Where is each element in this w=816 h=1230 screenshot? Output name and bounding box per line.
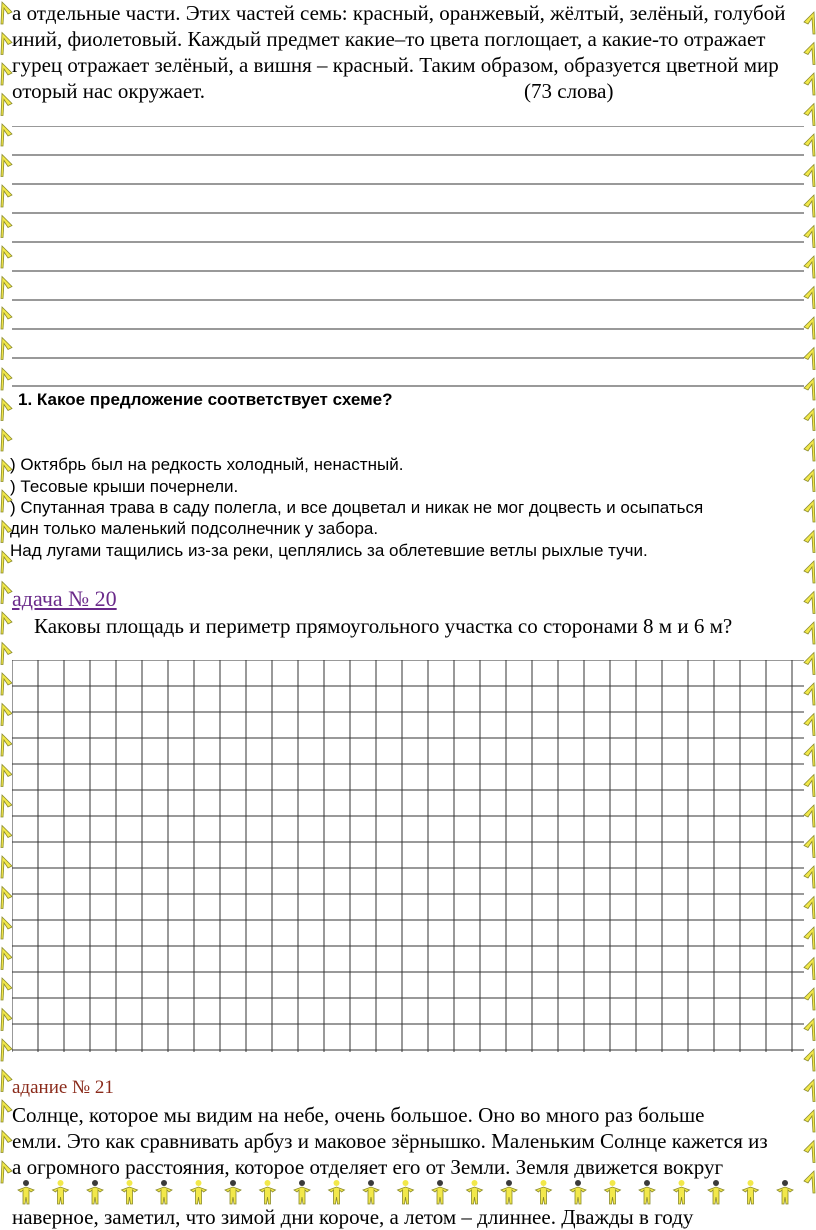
border-figure-icon [804,805,815,827]
border-figure-icon [804,1080,815,1102]
border-figure-icon [1,94,12,116]
border-figure-icon [1,124,12,146]
bottom-figure-icon [225,1180,241,1204]
passage-line-3: гурец отражает зелёный, а вишня – красный. Таким образом, образуется цветной мир [12,53,779,77]
grid-lines [12,660,804,1052]
border-figure-icon [1,1131,12,1153]
bottom-figure-icon [605,1180,621,1204]
bottom-figure-icon [467,1180,483,1204]
bottom-figure-icon [191,1180,207,1204]
border-figure-icon [1,63,12,85]
border-figure-icon [1,33,12,55]
task20-title: адача № 20 [12,586,117,611]
border-figure-icon [1,155,12,177]
border-figure-icon [804,287,815,309]
border-figure-icon [1,795,12,817]
bottom-figure-icon [674,1180,690,1204]
bottom-figure-icon [432,1180,448,1204]
question-title: 1. Какое предложение соответствует схеме? [18,390,393,409]
border-figure-icon [1,978,12,1000]
passage-line-4: оторый нас окружает. [12,79,205,103]
bottom-figure-icon [53,1180,69,1204]
border-figure-icon [804,836,815,858]
bottom-figure-icon [536,1180,552,1204]
border-figure-icon [1,948,12,970]
border-figure-icon [804,256,815,278]
bottom-figure-icon [156,1180,172,1204]
border-figure-icon [804,470,815,492]
border-figure-icon [1,673,12,695]
border-figure-icon [804,12,815,34]
bottom-figure-icon [777,1180,793,1204]
border-figure-icon [804,165,815,187]
bottom-figure-icon [398,1180,414,1204]
bottom-figure-icon [122,1180,138,1204]
border-figure-icon [1,704,12,726]
bottom-figure-icon [743,1180,759,1204]
border-figure-icon [1,429,12,451]
border-figure-icon [804,500,815,522]
border-figure-icon [804,439,815,461]
border-figure-icon [804,988,815,1010]
border-figure-icon [1,185,12,207]
border-figure-icon [1,338,12,360]
border-figure-icon [804,195,815,217]
border-figure-icon [804,317,815,339]
border-figure-icon [1,917,12,939]
border-figure-icon [804,622,815,644]
border-figure-icon [1,887,12,909]
border-figure-icon [804,897,815,919]
task21-line-3: а огромного расстояния, которое отделяет его от Земли. Земля движется вокруг [12,1155,724,1179]
border-figure-icon [804,775,815,797]
border-figure-icon [804,226,815,248]
border-figure-icon [1,1100,12,1122]
border-figure-icon [804,104,815,126]
bottom-figure-icon [363,1180,379,1204]
border-figure-icon [804,683,815,705]
border-figure-icon [804,1019,815,1041]
word-count: (73 слова) [524,79,614,103]
border-figure-icon [1,216,12,238]
option-3: ) Спутанная трава в саду полегла, и все доцветал и никак не мог доцвесть и осыпаться [10,498,704,517]
border-figure-icon [804,714,815,736]
bottom-figure-icon [708,1180,724,1204]
border-figure-icon [1,1070,12,1092]
border-figure-icon [1,368,12,390]
border-figure-icon [804,653,815,675]
border-figure-icon [1,612,12,634]
bottom-figure-icon [18,1180,34,1204]
border-figure-icon [1,734,12,756]
squared-answer-grid[interactable] [12,660,804,1052]
bottom-figure-icon [639,1180,655,1204]
border-figure-icon [1,1009,12,1031]
border-figure-icon [1,307,12,329]
border-figure-icon [804,592,815,614]
task21-line-4: наверное, заметил, что зимой дни короче, а летом – длиннее. Дважды в году [12,1205,694,1229]
bottom-figure-icon [87,1180,103,1204]
border-figure-icon [1,765,12,787]
passage-line-2: иний, фиолетовый. Каждый предмет какие–то цвета поглощает, а какие-то отражает [12,27,766,51]
task20-text: Каковы площадь и периметр прямоугольного участка со сторонами 8 м и 6 м? [34,614,733,638]
border-figure-icon [804,531,815,553]
border-figure-icon [1,582,12,604]
border-figure-icon [1,826,12,848]
bottom-figure-icon [260,1180,276,1204]
task21-title: адание № 21 [12,1077,114,1098]
border-figure-icon [1,856,12,878]
border-figure-icon [804,134,815,156]
border-figure-icon [1,246,12,268]
bottom-figure-icon [501,1180,517,1204]
border-figure-icon [804,378,815,400]
border-figure-icon [804,958,815,980]
option-1: ) Октябрь был на редкость холодный, ненастный. [10,455,404,474]
border-figure-icon [1,1039,12,1061]
bottom-figure-icon [294,1180,310,1204]
border-figure-icon [804,43,815,65]
task21-line-2: емли. Это как сравнивать арбуз и маковое зёрнышко. Маленьким Солнце кажется из [12,1129,768,1153]
border-figure-icon [804,1141,815,1163]
border-figure-icon [804,866,815,888]
border-figure-icon [804,561,815,583]
border-figure-icon [804,927,815,949]
option-3-continued: дин только маленький подсолнечник у забора. [10,519,379,538]
task21-line-1: Солнце, которое мы видим на небе, очень большое. Оно во много раз больше [12,1103,705,1127]
passage-line-1: а отдельные части. Этих частей семь: красный, оранжевый, жёлтый, зелёный, голубой [12,1,786,25]
border-figure-icon [1,399,12,421]
border-figure-icon [1,2,12,24]
bottom-figure-icon [329,1180,345,1204]
answer-writing-lines[interactable] [12,126,804,388]
option-2: ) Тесовые крыши почернели. [10,477,239,496]
border-figure-icon [804,348,815,370]
option-4: Над лугами тащились из-за реки, цеплялись за облетевшие ветлы рыхлые тучи. [10,541,648,560]
border-figure-icon [804,1110,815,1132]
border-figure-icon [1,643,12,665]
border-figure-icon [804,1049,815,1071]
border-figure-icon [804,73,815,95]
border-figure-icon [1,277,12,299]
bottom-figure-icon [570,1180,586,1204]
border-figure-icon [804,409,815,431]
border-figure-icon [804,744,815,766]
